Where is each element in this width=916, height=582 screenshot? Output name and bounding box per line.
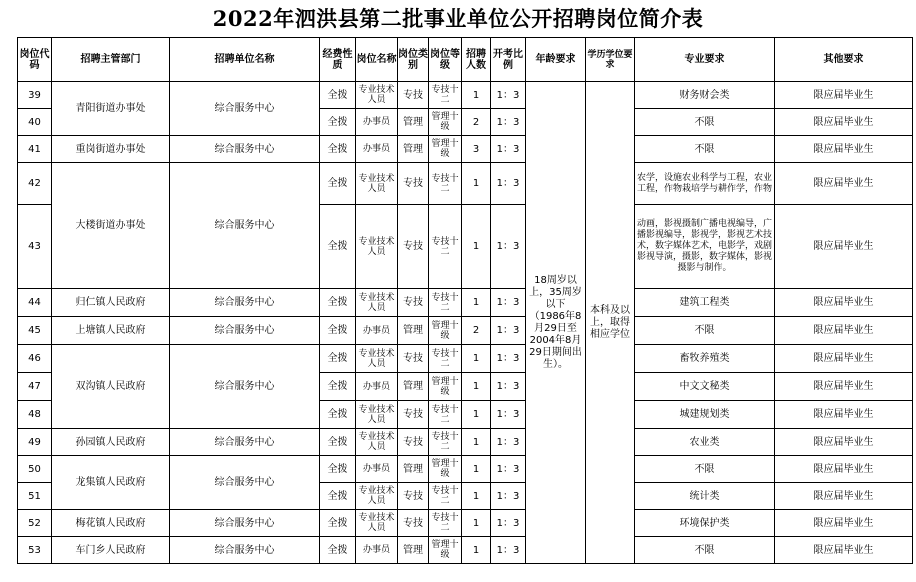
job-table	[17, 37, 913, 564]
header-code: 岗位代码	[18, 38, 52, 82]
cell-post-type: 专技	[398, 163, 429, 205]
cell-post-level: 专技十二	[429, 510, 462, 537]
cell-ratio: 1：3	[491, 317, 526, 345]
cell-funding: 全拨	[320, 510, 356, 537]
cell-post-name: 办事员	[356, 537, 398, 564]
cell-code: 48	[18, 401, 52, 429]
cell-unit: 综合服务中心	[170, 345, 320, 429]
cell-post-name: 办事员	[356, 136, 398, 163]
cell-post-type: 管理	[398, 136, 429, 163]
header-post-type: 岗位类别	[398, 38, 429, 82]
cell-funding: 全拨	[320, 345, 356, 373]
table-row	[18, 537, 913, 564]
cell-post-type: 专技	[398, 429, 429, 456]
cell-post-name: 专业技术人员	[356, 289, 398, 317]
cell-post-level: 管理十级	[429, 537, 462, 564]
cell-post-type: 管理	[398, 373, 429, 401]
cell-ratio: 1：3	[491, 537, 526, 564]
cell-ratio: 1：3	[491, 401, 526, 429]
cell-post-name: 专业技术人员	[356, 401, 398, 429]
cell-code: 46	[18, 345, 52, 373]
cell-count: 1	[462, 82, 491, 109]
cell-post-type: 管理	[398, 109, 429, 136]
cell-code: 42	[18, 163, 52, 205]
cell-funding: 全拨	[320, 317, 356, 345]
cell-funding: 全拨	[320, 429, 356, 456]
cell-count: 1	[462, 373, 491, 401]
cell-post-level: 管理十级	[429, 136, 462, 163]
cell-count: 1	[462, 289, 491, 317]
table-row	[18, 289, 913, 317]
cell-major: 不限	[635, 109, 775, 136]
cell-post-type: 专技	[398, 483, 429, 510]
header-edu: 学历学位要求	[586, 38, 635, 82]
cell-dept: 上塘镇人民政府	[52, 317, 170, 345]
table-row	[18, 136, 913, 163]
cell-code: 39	[18, 82, 52, 109]
cell-ratio: 1：3	[491, 429, 526, 456]
cell-count: 1	[462, 456, 491, 483]
cell-post-type: 专技	[398, 510, 429, 537]
cell-post-name: 专业技术人员	[356, 345, 398, 373]
cell-ratio: 1：3	[491, 456, 526, 483]
cell-post-type: 专技	[398, 289, 429, 317]
cell-count: 3	[462, 136, 491, 163]
cell-other: 限应届毕业生	[775, 163, 913, 205]
cell-major: 不限	[635, 317, 775, 345]
header-ratio: 开考比例	[491, 38, 526, 82]
cell-post-type: 专技	[398, 205, 429, 289]
table-row	[18, 345, 913, 373]
cell-code: 51	[18, 483, 52, 510]
header-post-level: 岗位等级	[429, 38, 462, 82]
cell-major: 城建规划类	[635, 401, 775, 429]
cell-post-name: 专业技术人员	[356, 429, 398, 456]
cell-unit: 综合服务中心	[170, 537, 320, 564]
cell-code: 47	[18, 373, 52, 401]
cell-funding: 全拨	[320, 109, 356, 136]
table-row	[18, 429, 913, 456]
cell-unit: 综合服务中心	[170, 429, 320, 456]
cell-dept: 孙园镇人民政府	[52, 429, 170, 456]
cell-funding: 全拨	[320, 205, 356, 289]
cell-funding: 全拨	[320, 163, 356, 205]
header-dept: 招聘主管部门	[52, 38, 170, 82]
cell-post-type: 专技	[398, 401, 429, 429]
cell-funding: 全拨	[320, 373, 356, 401]
cell-post-name: 办事员	[356, 373, 398, 401]
cell-funding: 全拨	[320, 82, 356, 109]
cell-ratio: 1：3	[491, 510, 526, 537]
cell-ratio: 1：3	[491, 163, 526, 205]
cell-ratio: 1：3	[491, 109, 526, 136]
cell-edu: 本科及以上，取得相应学位	[586, 82, 635, 564]
cell-other: 限应届毕业生	[775, 483, 913, 510]
header-other: 其他要求	[775, 38, 913, 82]
cell-dept: 双沟镇人民政府	[52, 345, 170, 429]
table-row	[18, 317, 913, 345]
cell-other: 限应届毕业生	[775, 136, 913, 163]
table-row	[18, 82, 913, 109]
cell-major: 建筑工程类	[635, 289, 775, 317]
cell-other: 限应届毕业生	[775, 401, 913, 429]
header-post-name: 岗位名称	[356, 38, 398, 82]
cell-other: 限应届毕业生	[775, 537, 913, 564]
cell-funding: 全拨	[320, 289, 356, 317]
cell-ratio: 1：3	[491, 136, 526, 163]
cell-ratio: 1：3	[491, 205, 526, 289]
cell-dept: 重岗街道办事处	[52, 136, 170, 163]
cell-other: 限应届毕业生	[775, 345, 913, 373]
cell-count: 1	[462, 345, 491, 373]
header-count: 招聘人数	[462, 38, 491, 82]
cell-post-level: 管理十级	[429, 456, 462, 483]
cell-post-type: 管理	[398, 317, 429, 345]
cell-post-name: 办事员	[356, 109, 398, 136]
cell-unit: 综合服务中心	[170, 289, 320, 317]
cell-other: 限应届毕业生	[775, 109, 913, 136]
cell-major: 财务财会类	[635, 82, 775, 109]
cell-funding: 全拨	[320, 456, 356, 483]
cell-unit: 综合服务中心	[170, 136, 320, 163]
cell-code: 40	[18, 109, 52, 136]
cell-unit: 综合服务中心	[170, 163, 320, 289]
cell-unit: 综合服务中心	[170, 82, 320, 136]
cell-dept: 大楼街道办事处	[52, 163, 170, 289]
cell-post-name: 办事员	[356, 317, 398, 345]
cell-unit: 综合服务中心	[170, 317, 320, 345]
cell-post-type: 专技	[398, 82, 429, 109]
cell-dept: 车门乡人民政府	[52, 537, 170, 564]
cell-major: 不限	[635, 537, 775, 564]
cell-funding: 全拨	[320, 483, 356, 510]
cell-dept: 梅花镇人民政府	[52, 510, 170, 537]
cell-count: 1	[462, 537, 491, 564]
cell-post-level: 专技十二	[429, 401, 462, 429]
cell-post-name: 办事员	[356, 456, 398, 483]
cell-code: 43	[18, 205, 52, 289]
cell-post-name: 专业技术人员	[356, 163, 398, 205]
cell-code: 52	[18, 510, 52, 537]
cell-code: 44	[18, 289, 52, 317]
cell-major: 农学，设施农业科学与工程，农业工程，作物栽培学与耕作学，作物	[635, 163, 775, 205]
cell-ratio: 1：3	[491, 483, 526, 510]
cell-major: 统计类	[635, 483, 775, 510]
cell-major: 不限	[635, 456, 775, 483]
cell-dept: 归仁镇人民政府	[52, 289, 170, 317]
cell-post-level: 专技十二	[429, 205, 462, 289]
cell-major: 畜牧养殖类	[635, 345, 775, 373]
cell-post-name: 专业技术人员	[356, 82, 398, 109]
cell-post-type: 管理	[398, 456, 429, 483]
header-funding: 经费性质	[320, 38, 356, 82]
cell-other: 限应届毕业生	[775, 82, 913, 109]
cell-post-level: 管理十级	[429, 317, 462, 345]
header-major: 专业要求	[635, 38, 775, 82]
cell-unit: 综合服务中心	[170, 456, 320, 510]
cell-dept: 青阳街道办事处	[52, 82, 170, 136]
cell-code: 41	[18, 136, 52, 163]
cell-ratio: 1：3	[491, 289, 526, 317]
cell-funding: 全拨	[320, 401, 356, 429]
cell-post-level: 专技十二	[429, 289, 462, 317]
cell-other: 限应届毕业生	[775, 205, 913, 289]
cell-count: 1	[462, 401, 491, 429]
cell-other: 限应届毕业生	[775, 317, 913, 345]
cell-ratio: 1：3	[491, 345, 526, 373]
cell-age: 18周岁以上，35周岁以下（1986年8月29日至2004年8月29日期间出生）。	[526, 82, 586, 564]
cell-other: 限应届毕业生	[775, 456, 913, 483]
cell-post-name: 专业技术人员	[356, 483, 398, 510]
cell-ratio: 1：3	[491, 82, 526, 109]
cell-post-type: 管理	[398, 537, 429, 564]
cell-post-level: 管理十级	[429, 373, 462, 401]
cell-post-type: 专技	[398, 345, 429, 373]
header-age: 年龄要求	[526, 38, 586, 82]
cell-code: 50	[18, 456, 52, 483]
header-unit: 招聘单位名称	[170, 38, 320, 82]
cell-post-name: 专业技术人员	[356, 510, 398, 537]
cell-post-name: 专业技术人员	[356, 205, 398, 289]
cell-major: 中文文秘类	[635, 373, 775, 401]
header-row	[18, 38, 913, 82]
cell-code: 53	[18, 537, 52, 564]
cell-other: 限应届毕业生	[775, 429, 913, 456]
cell-count: 2	[462, 317, 491, 345]
cell-funding: 全拨	[320, 136, 356, 163]
cell-count: 1	[462, 483, 491, 510]
cell-major: 农业类	[635, 429, 775, 456]
cell-code: 45	[18, 317, 52, 345]
cell-count: 1	[462, 163, 491, 205]
cell-other: 限应届毕业生	[775, 289, 913, 317]
cell-count: 1	[462, 205, 491, 289]
cell-count: 2	[462, 109, 491, 136]
cell-major: 动画，影视摄制广播电视编导，广播影视编导，影视学，影视艺术技术，数字媒体艺术，电影学，戏剧影视导演，摄影，数字媒体，影视摄影与制作。	[635, 205, 775, 289]
cell-count: 1	[462, 510, 491, 537]
table-row	[18, 163, 913, 205]
cell-dept: 龙集镇人民政府	[52, 456, 170, 510]
cell-major: 不限	[635, 136, 775, 163]
cell-other: 限应届毕业生	[775, 510, 913, 537]
cell-post-level: 专技十二	[429, 163, 462, 205]
cell-count: 1	[462, 429, 491, 456]
cell-post-level: 管理十级	[429, 109, 462, 136]
table-row	[18, 456, 913, 483]
cell-funding: 全拨	[320, 537, 356, 564]
cell-code: 49	[18, 429, 52, 456]
cell-post-level: 专技十二	[429, 345, 462, 373]
cell-post-level: 专技十二	[429, 429, 462, 456]
cell-other: 限应届毕业生	[775, 373, 913, 401]
cell-post-level: 专技十二	[429, 82, 462, 109]
cell-major: 环境保护类	[635, 510, 775, 537]
cell-unit: 综合服务中心	[170, 510, 320, 537]
cell-post-level: 专技十二	[429, 483, 462, 510]
page-title: 2022年泗洪县第二批事业单位公开招聘岗位简介表	[212, 6, 704, 31]
table-row	[18, 510, 913, 537]
cell-ratio: 1：3	[491, 373, 526, 401]
